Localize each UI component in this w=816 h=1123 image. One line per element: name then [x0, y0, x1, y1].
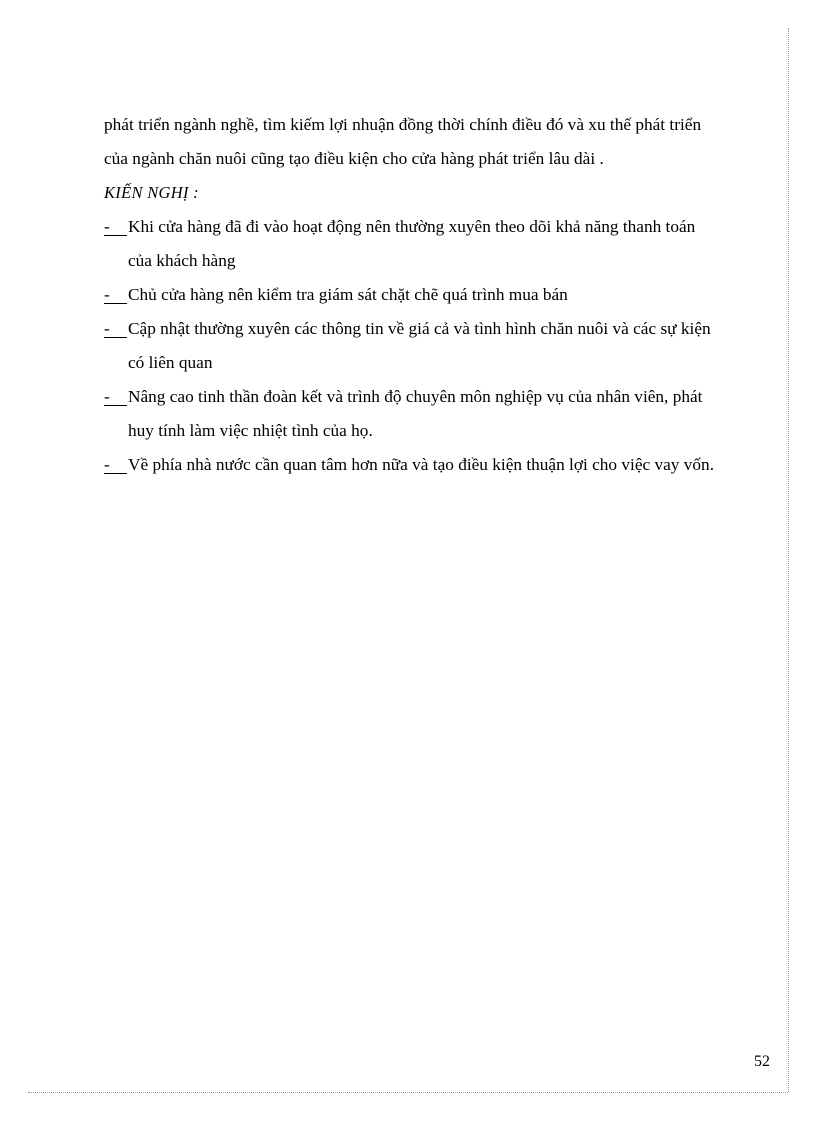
recommendation-item-4-line-2: huy tính làm việc nhiệt tình của họ. — [128, 421, 373, 440]
page-border-bottom — [28, 1092, 788, 1093]
page-number: 52 — [754, 1053, 770, 1070]
recommendation-item-1 — [104, 210, 768, 278]
recommendation-item-4-line-1: Nâng cao tinh thần đoàn kết và trình độ chuyên môn nghiệp vụ của nhân viên, phát — [128, 387, 703, 406]
recommendation-item-5-line-1: Về phía nhà nước cần quan tâm hơn nữa và tạo điều kiện thuận lợi cho việc vay vốn. — [128, 455, 715, 474]
recommendation-item-3-line-1: Cập nhật thường xuyên các thông tin về giá cả và tình hình chăn nuôi và các sự kiện — [128, 319, 711, 338]
bullet-dash: - — [104, 319, 128, 338]
recommendation-item-3 — [104, 312, 768, 380]
bullet-dash: - — [104, 387, 128, 406]
bullet-dash: - — [104, 217, 128, 236]
page-border-right — [788, 28, 789, 1092]
recommendation-item-4 — [104, 380, 768, 448]
bullet-dash: - — [104, 285, 128, 304]
recommendation-item-1-line-1: Khi cửa hàng đã đi vào hoạt động nên thường xuyên theo dõi khả năng thanh toán — [128, 217, 696, 236]
recommendation-item-2-line-1: Chủ cửa hàng nên kiểm tra giám sát chặt chẽ quá trình mua bán — [128, 285, 568, 304]
recommendation-item-5 — [104, 448, 768, 482]
intro-line-1: phát triển ngành nghề, tìm kiếm lợi nhuận đồng thời chính điều đó và xu thế phát triển — [104, 115, 702, 134]
bullet-dash: - — [104, 455, 128, 474]
recommendation-item-1-line-2: của khách hàng — [128, 251, 236, 270]
page-content — [104, 108, 768, 482]
recommendation-item-3-line-2: có liên quan — [128, 353, 213, 372]
intro-line-2: của ngành chăn nuôi cũng tạo điều kiện cho cửa hàng phát triển lâu dài . — [104, 149, 604, 168]
recommendation-item-2 — [104, 278, 768, 312]
recommendations-heading: KIẾN NGHỊ : — [104, 183, 199, 202]
